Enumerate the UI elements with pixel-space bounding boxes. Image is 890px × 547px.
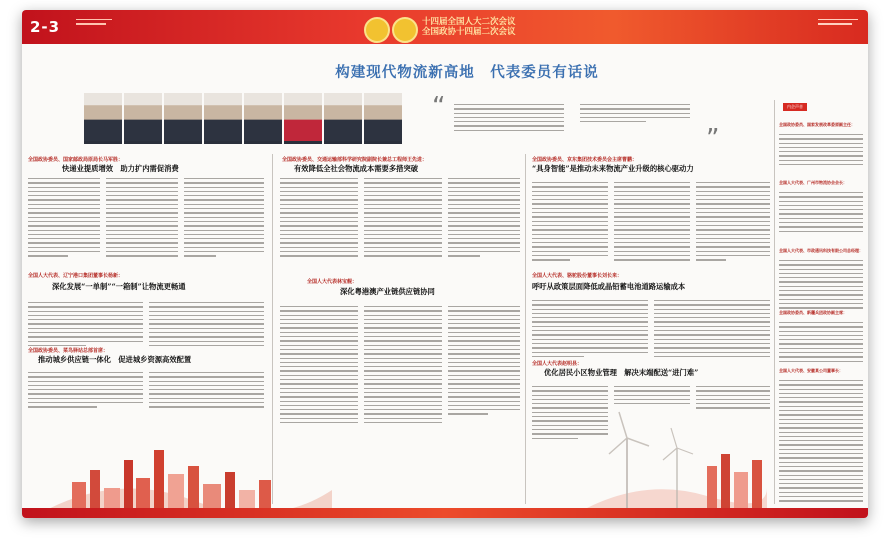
- delegate-photo: [164, 93, 202, 144]
- sidebar-headline: 全国政协委员、新疆兵团政协副主席：: [779, 310, 847, 315]
- sidebar-tag: 内企声音: [783, 103, 807, 111]
- article-3-body-col1: [532, 182, 608, 264]
- article-2-title: 有效降低全社会物流成本需要多措突破: [294, 164, 419, 173]
- column-divider: [774, 100, 775, 504]
- intro-quote: [432, 92, 720, 154]
- delegate-photo: [364, 93, 402, 144]
- newspaper-page: [22, 10, 868, 518]
- article-5-body-col3: [448, 306, 520, 418]
- banner-line-1: 十四届全国人大二次会议: [422, 17, 516, 27]
- article-1-title: 快递业提质增效 助力扩内需促消费: [62, 164, 179, 173]
- sidebar-body: [779, 260, 863, 312]
- cppcc-emblem-icon: [392, 17, 418, 43]
- sidebar-body: [779, 134, 863, 168]
- wind-turbine-illustration: [587, 408, 767, 508]
- banner-right-info: [818, 19, 858, 28]
- article-4-title: 深化发展“一单制”“一箱制”让物流更畅通: [52, 282, 186, 291]
- article-7-title: 推动城乡供应链一体化 促进城乡资源高效配置: [38, 355, 192, 364]
- article-3-body-col2: [614, 182, 690, 264]
- sidebar-body: [779, 322, 863, 365]
- sidebar-headline: 全国政协委员、国家发展改革委原副主任：: [779, 122, 855, 127]
- article-6-title: 呼吁从政策层面降低或晶铅蓄电池道路运输成本: [532, 282, 686, 291]
- article-5-byline: 全国人大代表林宝舰：: [307, 279, 358, 285]
- sidebar-headline: 全国人大代表、安徽某公司董事长：: [779, 368, 843, 373]
- column-divider: [525, 154, 526, 504]
- banner-line-2: 全国政协十四届二次会议: [422, 27, 516, 37]
- city-skyline-illustration: [32, 430, 332, 518]
- session-banner-title: [422, 17, 516, 37]
- article-5-body-col2: [364, 306, 442, 426]
- sidebar-body: [779, 192, 863, 235]
- article-7-body-col2: [149, 372, 264, 411]
- article-3-title: “具身智能”是推动未来物流产业升级的核心驱动力: [532, 164, 694, 173]
- article-6-body-col1: [532, 300, 648, 360]
- article-3-body-col3: [696, 182, 770, 264]
- page-footer-bar: [22, 508, 868, 518]
- close-quote-icon: ”: [706, 124, 720, 154]
- article-8-body-col2: [614, 386, 690, 407]
- article-1-body-col3: [184, 178, 264, 260]
- page-banner: [22, 10, 868, 44]
- delegate-photo: [284, 93, 322, 144]
- delegate-photo: [124, 93, 162, 144]
- open-quote-icon: “: [432, 92, 446, 122]
- article-8-byline: 全国人大代表赵明县：: [532, 361, 583, 367]
- page-number: 2-3: [30, 18, 61, 36]
- sidebar-body: [779, 380, 863, 505]
- national-emblem-icon: [364, 17, 390, 43]
- article-5-title: 深化粤港澳产业链供应链协同: [340, 287, 435, 296]
- article-7-body-col1: [28, 372, 143, 411]
- article-6-byline: 全国人大代表、骆驼股份董事长刘长来：: [532, 273, 623, 279]
- main-headline: 构建现代物流新高地 代表委员有话说: [335, 64, 599, 81]
- article-1-byline: 全国政协委员、国家邮政局原局长马军胜：: [28, 157, 124, 163]
- article-4-byline: 全国人大代表、辽宁港口集团董事长杨新：: [28, 273, 124, 279]
- article-6-body-col2: [654, 300, 770, 360]
- delegate-photo: [244, 93, 282, 144]
- sidebar-headline: 全国人大代表、广州市物流协会会长：: [779, 180, 847, 185]
- article-1-body-col2: [106, 178, 178, 260]
- article-3-byline: 全国政协委员、京东集团技术委员会主席曹鹏：: [532, 157, 638, 163]
- article-1-body-col1: [28, 178, 100, 260]
- delegate-photo: [204, 93, 242, 144]
- article-2-body-col1: [280, 178, 358, 260]
- delegate-photo-strip: [84, 93, 404, 144]
- article-2-byline: 全国政协委员、交通运输部科学研究院副院长兼总工程师王先进：: [282, 157, 428, 163]
- article-8-title: 优化居民小区物业管理 解决末端配送“进门难”: [544, 368, 699, 377]
- article-4-body-col1: [28, 302, 143, 349]
- sidebar-headline: 全国人大代表、市政通讯科技有限公司总经理：: [779, 248, 863, 253]
- page-info-block: [76, 19, 112, 28]
- article-7-byline: 全国政协委员、菜鸟驿站总部首席：: [28, 348, 109, 354]
- article-2-body-col2: [364, 178, 442, 260]
- delegate-photo: [324, 93, 362, 144]
- article-4-body-col2: [149, 302, 264, 349]
- article-2-body-col3: [448, 178, 520, 260]
- delegate-photo: [84, 93, 122, 144]
- article-5-body-col1: [280, 306, 358, 426]
- sidebar-column: [779, 100, 865, 518]
